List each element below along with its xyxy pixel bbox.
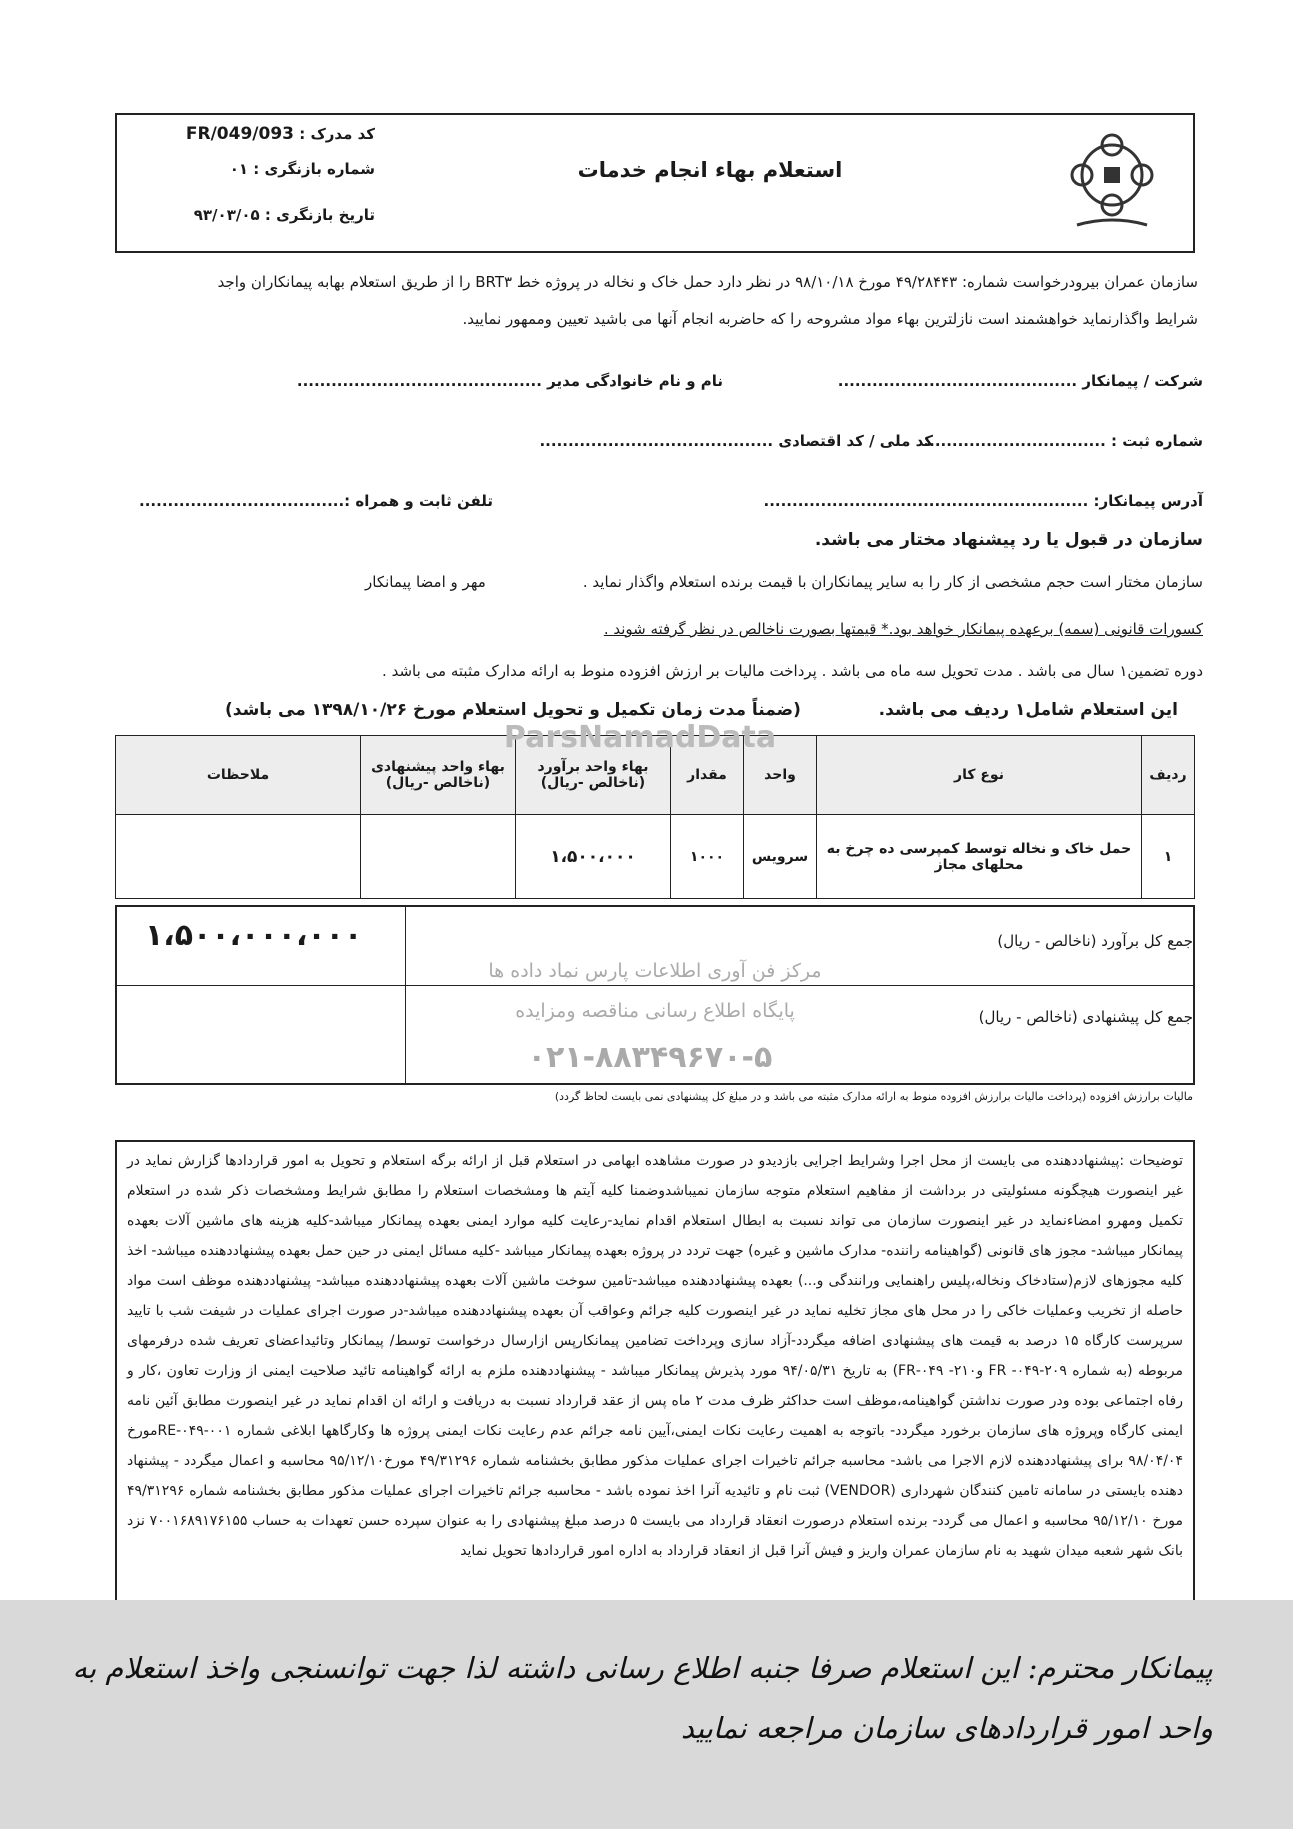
revision-date: ۹۳/۰۳/۰۵ [193, 206, 260, 224]
revision-number: ۰۱ [229, 160, 249, 178]
totals-column-divider [405, 905, 406, 1085]
watermark-phone: ۰۲۱-۸۸۳۴۹۶۷۰-۵ [527, 1040, 773, 1075]
notes-box: توضیحات :پیشنهاددهنده می بایست از محل اجرا وشرایط اجرایی بازدیدو در صورت مشاهده ابهامی در استعلام قبل از ارائه برگه استعلام و تحویل به امور قراردادها گزارش نماید در غیر اینصورت هیچگونه مسئولیتی در برداشت از مفاهیم استعلام متوجه سازمان نمیباشدوضمنا کلیه آیتم ها ومشخصات استعلام را مطابق شرایط ومشخصات ذکر شده در استعلام تکمیل ومهرو امضاءنماید در غیر اینصورت سازمان می تواند نسبت به ابطال استعلام اقدام نماید-رعایت کلیه موارد ایمنی بعهده پیمانکار میباشد-کلیه هزینه های ماشین آلات بعهده پیمانکار میباشد- مجوز های قانونی (گواهینامه راننده- مدارک ماشین و غیره) جهت تردد در پروژه بعهده پیمانکار میباشد -کلیه مسائل ایمنی در حین حمل بعهده پیشنهاددهنده میباشد- اخذ کلیه مجوزهای لازم(ستادخاک ونخاله،پلیس راهنمایی ورانندگی و...) بعهده پیشنهاددهنده میباشد-تامین سوخت ماشین آلات بعهده پیشنهاددهنده میباشد- پیشنهاددهنده موظف است مواد حاصله از تخریب وعملیات خاکی را در محل های مجاز تخلیه نماید در غیر اینصورت کلیه جرائم وعواقب آن بعهده پیشنهاددهنده میباشد-در صورت اجرای عملیات در شیفت شب با تایید سرپرست کارگاه ۱۵ درصد به قیمت های پیشنهادی اضافه میگردد-آزاد سازی وپرداخت تضامین پیمانکارپس ازارسال درخواست توسط/ پیمانکار وتائیداعضای تعریف شده درفرمهای مربوطه (به شماره ۲۰۹-۰۴۹- FR و۲۱۰- ۰۴۹-FR) به تاریخ ۹۴/۰۵/۳۱ مورد پذیرش پیمانکار میباشد - پیشنهاددهنده ملزم به ارائه گواهینامه تائید صلاحیت ایمنی از وزارت تعاون ،کار و رفاه اجتماعی بوده ودر صورت نداشتن گواهینامه،موظف است حداکثر ظرف مدت ۲ ماه پس از عقد قرارداد نسبت به دریافت و ارائه ان اقدام نماید در غیر اینصورت مطابق آئین نامه ایمنی کارگاه وپروژه های سازمان برخورد میگردد- باتوجه به اهمیت رعایت نکات ایمنی،آیین نامه جرائم عدم رعایت نکات ایمنی پروژه ها وکارگاهها ابلاغی شماره ۰۰۱-۰۴۹-REمورخ ۹۸/۰۴/۰۴ برای پیشنهاددهنده لازم الاجرا می باشد- محاسبه جرائم تاخیرات اجرای عملیات مذکور مطابق بخشنامه شماره ۴۹/۳۱۲۹۶ مورخ۹۵/۱۲/۱۰ محاسبه و اعمال میگردد - پیشنهاد دهنده بایستی در سامانه تامین کنندگان شهرداری (VENDOR) ثبت نام و تائیدیه آنرا اخذ نموده باشد - محاسبه جرائم تاخیرات اجرای عملیات مذکور مطابق بخشنامه شماره ۴۹/۳۱۲۹۶ مورخ ۹۵/۱۲/۱۰ محاسبه و اعمال می گردد- برنده استعلام درصورت انعقاد قرارداد می بایست ۵ درصد مبلغ پیشنهادی را به عنوان سپرده حسن تعهدات به حساب ۷۰۰۱۶۸۹۱۷۶۱۵۵ نزد بانک شهر شعبه میدان شهید به نام سازمان عمران واریز و فیش آنرا قبل از انعقاد قرارداد به اداره امور قراردادها تحویل نماید [115, 1140, 1195, 1610]
doc-code-label: کد مدرک : [299, 125, 375, 143]
col-proposed-price: بهاء واحد پیشنهادی (ناخالص -ریال) [361, 736, 516, 815]
doc-code: FR/049/093 [185, 124, 294, 144]
manager-field: نام و نام خانوادگی مدیر ........................................... [296, 372, 723, 390]
company-field: شرکت / پیمانکار .......................................... [837, 372, 1203, 390]
watermark-brand: ParsNamadData [503, 720, 777, 755]
intro-line-1: سازمان عمران بیرودرخواست شماره: ۴۹/۲۸۴۴۳ مورخ ۹۸/۱۰/۱۸ در نظر دارد حمل خاک و نخاله در پروژه خط BRT۳ را از طریق استعلام بهابه پیمانکاران واجد [217, 273, 1198, 291]
cell-unit: سرویس [744, 815, 817, 899]
watermark-line-2: پایگاه اطلاع رسانی مناقصه ومزایده [515, 1000, 795, 1022]
col-unit: واحد [744, 736, 817, 815]
national-id-field: کد ملی / کد اقتصادی ......................................... [539, 432, 933, 450]
col-remarks: ملاحظات [116, 736, 361, 815]
registration-field: شماره ثبت : ................................ [923, 432, 1203, 450]
stamp-label: مهر و امضا پیمانکار [365, 573, 486, 591]
organization-logo [1062, 130, 1162, 240]
revision-label: شماره بازنگری : [253, 160, 375, 178]
page-title: استعلام بهاء انجام خدمات [577, 158, 843, 182]
revision-date-row [135, 206, 375, 224]
deadline-note: (ضمناً مدت زمان تکمیل و تحویل استعلام مورخ ۱۳۹۸/۱۰/۲۶ می باشد) [225, 700, 801, 720]
col-work-type: نوع کار [817, 736, 1142, 815]
doc-code-row [135, 124, 375, 144]
table-row [116, 815, 1195, 899]
col-quantity: مقدار [671, 736, 744, 815]
deductions-clause: کسورات قانونی (سمه) برعهده پیمانکار خواهد بود.* قیمتها بصورت ناخالص در نظر گرفته شوند . [603, 620, 1203, 638]
revision-row [135, 160, 375, 178]
estimate-total-value: ۱،۵۰۰،۰۰۰،۰۰۰ [145, 918, 363, 953]
warranty-clause: دوره تضمین۱ سال می باشد . مدت تحویل سه ماه می باشد . پرداخت مالیات بر ارزش افزوده منوط به ارائه مدارک مثبته می باشد . [382, 662, 1203, 680]
vat-note: مالیات برارزش افزوده (پرداخت مالیات برارزش افزوده منوط به ارائه مدارک مثبته می باشد و در مبلغ کل پیشنهادی نمی بایست لحاظ گردد) [554, 1090, 1193, 1103]
cell-quantity: ۱۰۰۰ [671, 815, 744, 899]
items-table [115, 735, 1195, 899]
phone-field: تلفن ثابت و همراه :.................................... [139, 492, 493, 510]
revision-date-label: تاریخ بازنگری : [264, 206, 375, 224]
totals-divider [115, 985, 1195, 986]
acceptance-right: سازمان در قبول یا رد پیشنهاد مختار می باشد. [814, 530, 1203, 550]
cell-work-type: حمل خاک و نخاله توسط کمپرسی ده چرخ به محلهای مجاز [817, 815, 1142, 899]
cell-remarks [116, 815, 361, 899]
rows-count: این استعلام شامل۱ ردیف می باشد. [878, 700, 1178, 720]
address-field: آدرس پیمانکار: ......................................................... [763, 492, 1203, 510]
col-estimate-price: بهاء واحد برآورد (ناخالص -ریال) [516, 736, 671, 815]
cell-estimate-price: ۱،۵۰۰،۰۰۰ [516, 815, 671, 899]
cell-row: ۱ [1142, 815, 1195, 899]
cell-proposed-price [361, 815, 516, 899]
col-row: ردیف [1142, 736, 1195, 815]
handwritten-note: پیمانکار محترم: این استعلام صرفا جنبه اطلاع رسانی داشته لذا جهت توانسنجی واخذ استعلام به واحد امور قراردادهای سازمان مراجعه نمایید [72, 1651, 1213, 1745]
watermark-line-1: مرکز فن آوری اطلاعات پارس نماد داده ها [488, 960, 822, 982]
proposal-total-label: جمع کل پیشنهادی (ناخالص - ریال) [978, 1008, 1193, 1026]
volume-clause: سازمان مختار است حجم مشخصی از کار را به سایر پیمانکاران با قیمت برنده استعلام واگذار نماید . [582, 573, 1203, 591]
estimate-total-label: جمع کل برآورد (ناخالص - ریال) [997, 932, 1193, 950]
intro-line-2: شرایط واگذارنماید خواهشمند است نازلترین بهاء مواد مشروحه را که حاضربه انجام آنها می باشید تعیین وممهور نمایید. [462, 310, 1198, 328]
